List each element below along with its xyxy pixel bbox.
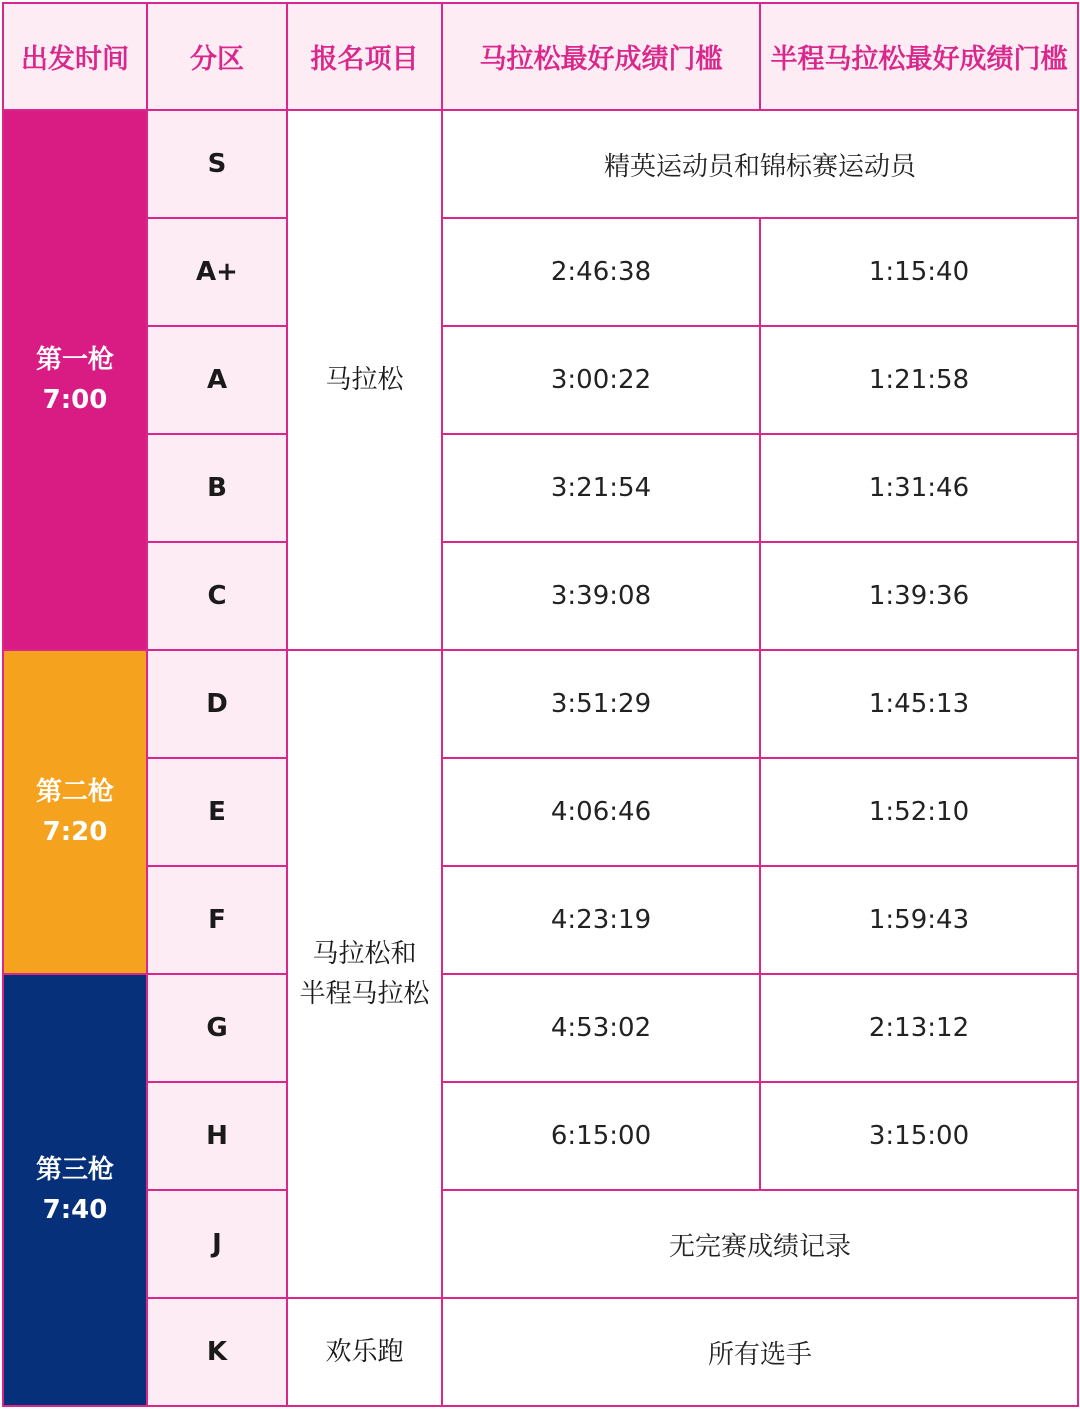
- half-threshold-cell: 1:52:10: [760, 758, 1078, 866]
- elite-note-cell: 精英运动员和锦标赛运动员: [442, 110, 1078, 218]
- no-record-note-cell: 无完赛成绩记录: [442, 1190, 1078, 1298]
- zone-cell: G: [147, 974, 287, 1082]
- event-fun-run-cell: 欢乐跑: [287, 1298, 442, 1406]
- zone-cell: B: [147, 434, 287, 542]
- half-threshold-cell: 1:45:13: [760, 650, 1078, 758]
- event-line-2: 半程马拉松: [299, 979, 430, 1009]
- zone-cell: H: [147, 1082, 287, 1190]
- header-event: 报名项目: [287, 3, 442, 110]
- table-row: [3, 1298, 1078, 1406]
- half-threshold-cell: 1:21:58: [760, 326, 1078, 434]
- event-marathon-cell: 马拉松: [287, 110, 442, 650]
- marathon-threshold-cell: 2:46:38: [442, 218, 760, 326]
- table-row: [3, 434, 1078, 542]
- wave-2-cell: [3, 650, 147, 974]
- zone-cell: A: [147, 326, 287, 434]
- table-row: [3, 974, 1078, 1082]
- marathon-threshold-cell: 4:06:46: [442, 758, 760, 866]
- event-line-1: 马拉松和: [312, 939, 417, 969]
- table-row: [3, 650, 1078, 758]
- wave-2-name: 第二枪: [35, 777, 114, 807]
- zone-cell: J: [147, 1190, 287, 1298]
- header-zone: 分区: [147, 3, 287, 110]
- header-half-marathon-threshold: 半程马拉松最好成绩门槛: [760, 3, 1078, 110]
- header-marathon-threshold: 马拉松最好成绩门槛: [442, 3, 760, 110]
- table-row: [3, 866, 1078, 974]
- table-row: [3, 110, 1078, 218]
- zone-cell: S: [147, 110, 287, 218]
- all-runners-note-cell: 所有选手: [442, 1298, 1078, 1406]
- marathon-threshold-cell: 3:51:29: [442, 650, 760, 758]
- table-row: [3, 326, 1078, 434]
- table-row: [3, 1190, 1078, 1298]
- wave-3-cell: [3, 974, 147, 1406]
- wave-3-time: 7:40: [42, 1195, 108, 1225]
- marathon-threshold-cell: 3:21:54: [442, 434, 760, 542]
- wave-1-cell: [3, 110, 147, 650]
- marathon-threshold-cell: 6:15:00: [442, 1082, 760, 1190]
- header-start-time: 出发时间: [3, 3, 147, 110]
- table-row: [3, 758, 1078, 866]
- zone-cell: F: [147, 866, 287, 974]
- marathon-threshold-cell: 3:00:22: [442, 326, 760, 434]
- half-threshold-cell: 1:31:46: [760, 434, 1078, 542]
- zone-cell: A+: [147, 218, 287, 326]
- marathon-threshold-cell: 4:53:02: [442, 974, 760, 1082]
- event-marathon-and-half-cell: [287, 650, 442, 1298]
- marathon-threshold-cell: 3:39:08: [442, 542, 760, 650]
- table-row: [3, 1082, 1078, 1190]
- half-threshold-cell: 1:15:40: [760, 218, 1078, 326]
- half-threshold-cell: 1:39:36: [760, 542, 1078, 650]
- wave-1-name: 第一枪: [35, 345, 114, 375]
- zone-cell: E: [147, 758, 287, 866]
- start-wave-table: [2, 2, 1079, 1407]
- wave-3-name: 第三枪: [35, 1155, 114, 1185]
- table-header-row: [3, 3, 1078, 110]
- half-threshold-cell: 1:59:43: [760, 866, 1078, 974]
- zone-cell: C: [147, 542, 287, 650]
- wave-1-time: 7:00: [42, 385, 108, 415]
- table-row: [3, 218, 1078, 326]
- wave-2-time: 7:20: [42, 817, 108, 847]
- zone-cell: D: [147, 650, 287, 758]
- zone-cell: K: [147, 1298, 287, 1406]
- marathon-threshold-cell: 4:23:19: [442, 866, 760, 974]
- table-row: [3, 542, 1078, 650]
- half-threshold-cell: 3:15:00: [760, 1082, 1078, 1190]
- half-threshold-cell: 2:13:12: [760, 974, 1078, 1082]
